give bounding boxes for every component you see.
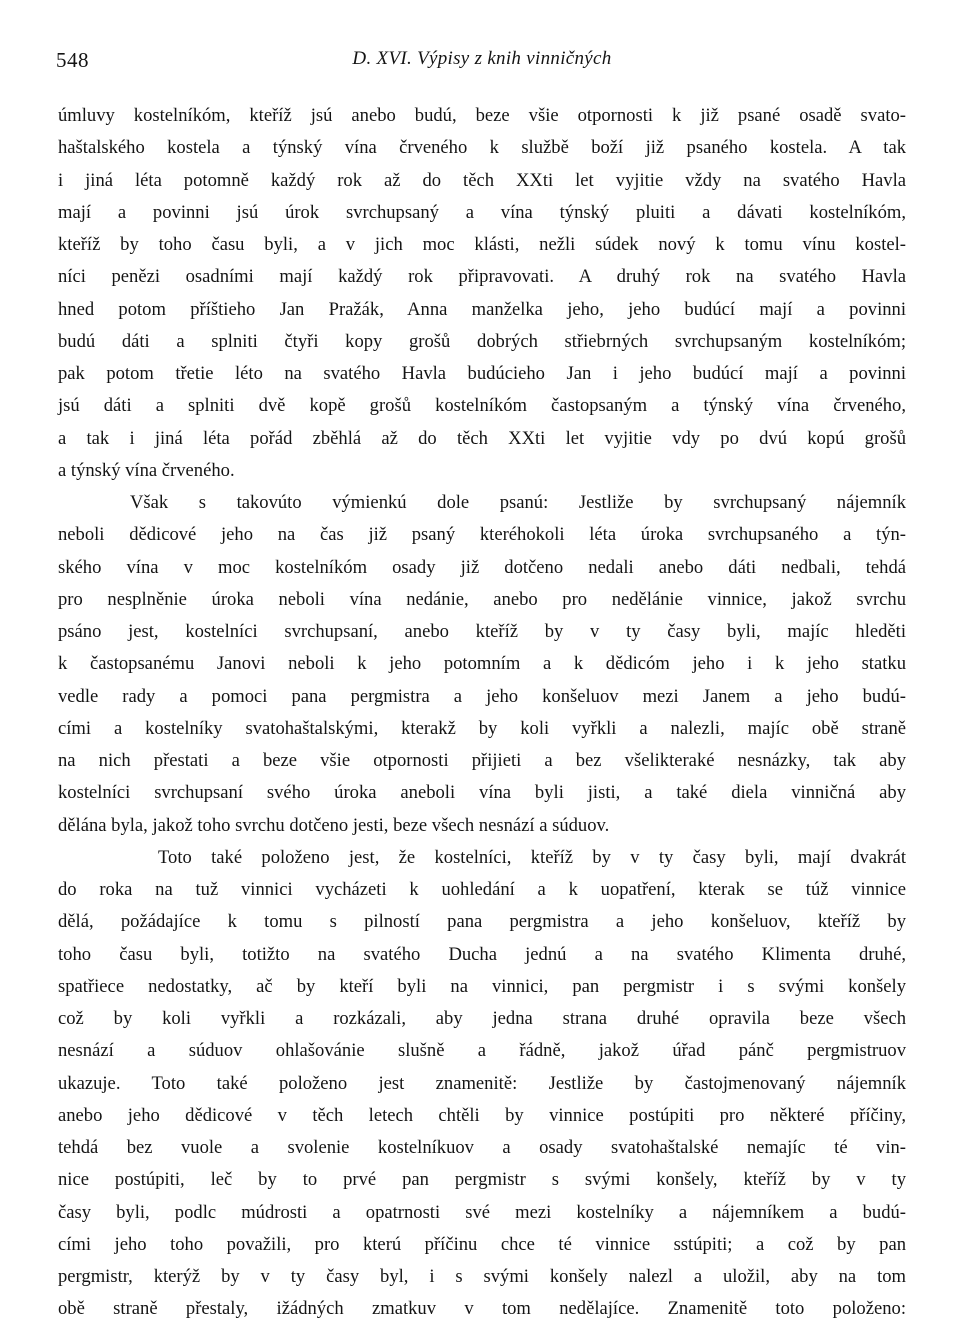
text-line: úmluvy kostelníkóm, kteříž jsú anebo budú, beze všie otpornosti k již psané osadě svato- xyxy=(58,105,906,126)
text-line: spatřiece nedostatky, ač by kteří byli na vinnici, pan pergmistr i s svými konšely xyxy=(58,975,906,997)
text-line: budú dáti a splniti čtyři kopy grošů dobrých střiebrných svrchupsaným kostelníkóm; xyxy=(58,330,906,352)
text-line: níci penězi osadními mají každý rok připravovati. A druhý rok na svatého Havla xyxy=(58,266,906,288)
text-line: haštalského kostela a týnský vína črveného k službě boží již psaného kostela. A tak xyxy=(58,137,906,159)
text-line: pak potom třetie léto na svatého Havla budúcieho Jan i jeho budúcí mají a povinni xyxy=(58,363,906,384)
page-number: 548 xyxy=(56,48,89,72)
text-line: což by koli vyřkli a rozkázali, aby jedna strana druhé opravila beze všech xyxy=(58,1008,906,1029)
body-text xyxy=(58,100,906,1326)
text-line: k častopsanému Janovi neboli k jeho potomním a k dědicóm jeho i k jeho statku xyxy=(58,653,906,675)
text-line: a tak i jiná léta pořád zběhlá až do těch XXti let vyjitie vdy po dvú kopú grošů xyxy=(58,427,906,449)
text-line: mají a povinni jsú úrok svrchupsaný a vína týnský pluiti a dávati kostelníkóm, xyxy=(58,201,906,223)
text-line: Však s takovúto výmienkú dole psanú: Jestliže by svrchupsaný nájemník xyxy=(130,492,906,513)
text-line: tehdá bez vuole a svolenie kostelníkuov a osady svatohaštalské nemajíc té vin- xyxy=(58,1137,906,1158)
text-line: i jiná léta potomně každý rok až do těch XXti let vyjitie vždy na svatého Havla xyxy=(58,169,906,191)
text-line: kteříž by toho času byli, a v jich moc klásti, nežli súdek nový k tomu vínu kostel- xyxy=(58,234,906,255)
text-line: nesnází a súduov ohlašovánie slušně a řádně, jakož úřad pánč pergmistruov xyxy=(58,1040,906,1062)
text-line: nice postúpiti, leč by to prvé pan pergmistr s svými konšely, kteříž by v ty xyxy=(58,1169,906,1191)
text-line: cími a kostelníky svatohaštalskými, kterakž by koli vyřkli a nalezli, majíc obě straně xyxy=(58,717,906,739)
text-line: jsú dáti a splniti dvě kopě grošů kostelníkóm častopsaným a týnský vína črveného, xyxy=(58,395,906,417)
text-line: hned potom příštieho Jan Pražák, Anna manželka jeho, jeho budúcí mají a povinni xyxy=(58,298,906,320)
text-line: vedle rady a pomoci pana pergmistra a jeho konšeluov mezi Janem a jeho budú- xyxy=(58,685,906,707)
text-line: na nich přestati a beze všie otpornosti přijieti a bez všelikteraké nesnázky, tak aby xyxy=(58,750,906,771)
text-line: a týnský vína črveného. xyxy=(58,459,235,481)
text-line: Toto také položeno jest, že kostelníci, kteříž by v ty časy byli, mají dvakrát xyxy=(158,846,906,868)
text-line: ukazuje. Toto také položeno jest znamenitě: Jestliže by častojmenovaný nájemník xyxy=(58,1072,906,1094)
page-header xyxy=(56,44,908,78)
running-head: D. XVI. Výpisy z knih vinničných xyxy=(352,48,612,69)
text-line: kostelníci svrchupsaní svého úroka aneboli vína byli jisti, a také diela vinničná aby xyxy=(58,782,906,804)
text-line: do roka na tuž vinnici vycházeti k uohledání a k uopatření, kterak se túž vinnice xyxy=(58,879,906,900)
text-line: dělá, požádajíce k tomu s pilností pana pergmistra a jeho konšeluov, kteříž by xyxy=(58,911,906,933)
text-line: anebo jeho dědicové v těch letech chtěli by vinnice postúpiti pro některé příčiny, xyxy=(58,1104,906,1126)
text-line: cími jeho toho považili, pro kterú příčinu chce té vinnice sstúpiti; a což by pan xyxy=(58,1233,906,1255)
text-line: pergmistr, kterýž by v ty časy byl, i s svými konšely nalezl a uložil, aby na tom xyxy=(58,1266,906,1287)
text-line: psáno jest, kostelníci svrchupsaní, anebo kteříž by v ty časy byli, majíc hleděti xyxy=(58,621,906,642)
text-line: dělána byla, jakož toho svrchu dotčeno jesti, beze všech nesnází a súduov. xyxy=(58,814,610,836)
text-line: pro nesplněnie úroka neboli vína nedánie, anebo pro nedělánie vinnice, jakož svrchu xyxy=(58,588,906,610)
text-line: neboli dědicové jeho na čas již psaný kteréhokoli léta úroka svrchupsaného a týn- xyxy=(58,524,906,546)
text-line: ského vína v moc kostelníkóm osady již dotčeno nedali anebo dáti nedbali, tehdá xyxy=(58,556,906,578)
text-line: obě straně přestaly, ižádných zmatkuv v tom nedělajíce. Znamenitě toto položeno: xyxy=(58,1298,906,1320)
text-line: toho času byli, totižto na svatého Ducha jednú a na svatého Klimenta druhé, xyxy=(58,943,906,965)
text-line: časy byli, podlc múdrosti a opatrnosti své mezi kostelníky a nájemníkem a budú- xyxy=(58,1201,906,1223)
